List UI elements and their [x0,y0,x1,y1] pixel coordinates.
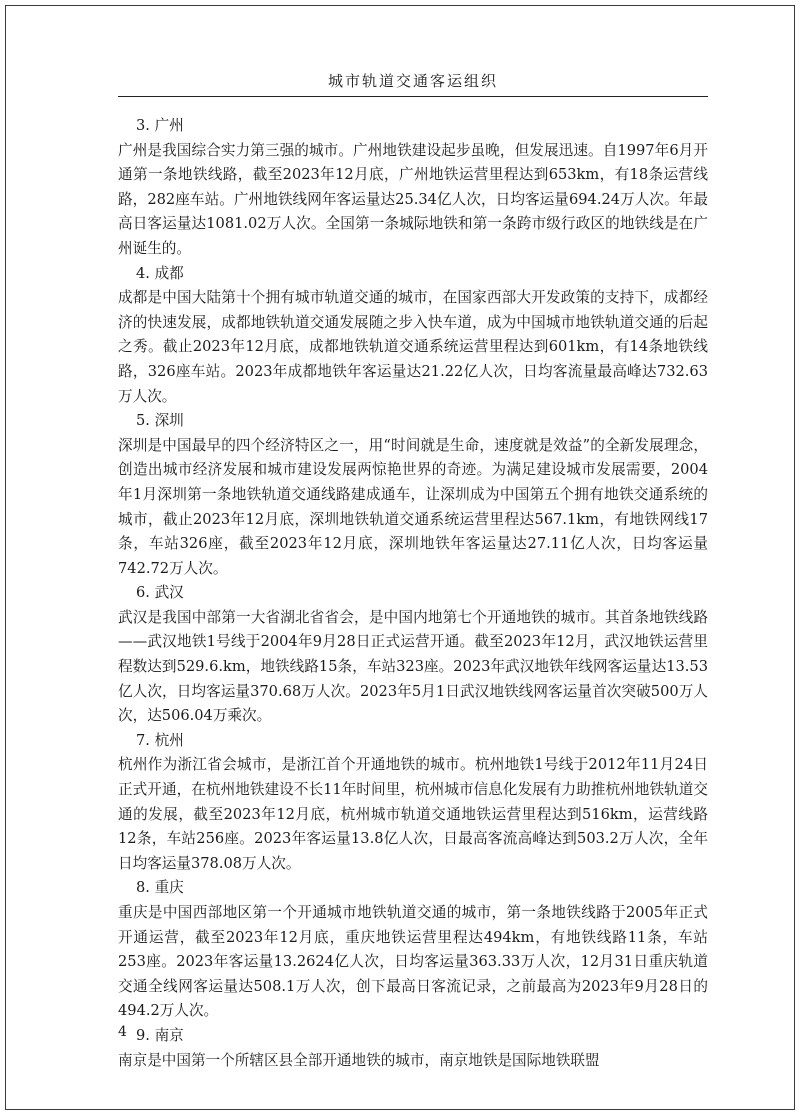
section-heading-chongqing: 8. 重庆 [136,879,184,897]
section-heading-hangzhou: 7. 杭州 [136,731,184,749]
section-heading-wuhan: 6. 武汉 [136,584,184,602]
section-body-nanjing: 南京是中国第一个所辖区县全部开通地铁的城市，南京地铁是国际地铁联盟 [118,1051,600,1069]
section-heading-shenzhen: 5. 深圳 [136,412,184,430]
page-number: 4 [118,1024,127,1040]
section-heading-guangzhou: 3. 广州 [136,117,184,134]
page-content [118,114,708,1073]
section-body-wuhan: 武汉是我国中部第一大省湖北省省会，是中国内地第七个开通地铁的城市。其首条地铁线路——武汉地铁1号线于2004年9月28日正式运营开通。截至2023年12月，武汉地铁运营里程数达到529.6.km，地铁线路15条，车站323座。2023年武汉地铁年线网客运量达13.53亿人次，日均客运量370.68万人次。2023年5月1日武汉地铁线网客运量首次突破500万人次，达506.04万乘次。 [118,608,708,725]
section-heading-nanjing: 9. 南京 [136,1026,184,1044]
section-body-shenzhen: 深圳是中国最早的四个经济特区之一，用“时间就是生命，速度就是效益”的全新发展理念，创造出城市经济发展和城市建设发展两惊艳世界的奇迹。为满足建设城市发展需要，2004年1月深圳第一条地铁轨道交通线路建成通车，让深圳成为中国第五个拥有地铁交通系统的城市，截止2023年12月底，深圳地铁轨道交通系统运营里程达567.1km，有地铁网线17条，车站326座，截至2023年12月底，深圳地铁年客运量达27.11亿人次，日均客运量742.72万人次。 [118,436,708,577]
section-heading-chengdu: 4. 成都 [136,264,184,282]
section-body-guangzhou: 广州是我国综合实力第三强的城市。广州地铁建设起步虽晚，但发展迅速。自1997年6月开通第一条地铁线路，截至2023年12月底，广州地铁运营里程达到653km，有18条运营线路，282座车站。广州地铁线网年客运量达25.34亿人次，日均客运量694.24万人次。年最高日客运量达1081.02万人次。全国第一条城际地铁和第一条跨市级行政区的地铁线是在广州诞生的。 [118,141,708,257]
section-body-hangzhou: 杭州作为浙江省会城市，是浙江首个开通地铁的城市。杭州地铁1号线于2012年11月24日正式开通，在杭州地铁建设不长11年时间里，杭州城市信息化发展有力助推杭州地铁轨道交通的发展，截至2023年12月底，杭州城市轨道交通地铁运营里程达到516km，运营线路12条，车站256座。2023年客运量13.8亿人次，日最高客流高峰达到503.2万人次，全年日均客运量378.08万人次。 [118,756,708,872]
section-body-chengdu: 成都是中国大陆第十个拥有城市轨道交通的城市，在国家西部大开发政策的支持下，成都经济的快速发展，成都地铁轨道交通发展随之步入快车道，成为中国城市地铁轨道交通的后起之秀。截止2023年12月底，成都地铁轨道交通系统运营里程达到601km，有14条地铁线路，326座车站。2023年成都地铁年客运量达21.22亿人次，日均客流量最高峰达732.63万人次。 [118,289,708,405]
running-header: 城市轨道交通客运组织 [118,70,708,97]
section-body-chongqing: 重庆是中国西部地区第一个开通城市地铁轨道交通的城市，第一条地铁线路于2005年正式开通运营，截至2023年12月底，重庆地铁运营里程达494km，有地铁线路11条，车站253座。2023年客运量13.2624亿人次，日均客运量363.33万人次，12月31日重庆轨道交通全线网客运量达508.1万人次，创下最高日客流记录，之前最高为2023年9月28日的494.2万人次。 [118,904,708,1020]
